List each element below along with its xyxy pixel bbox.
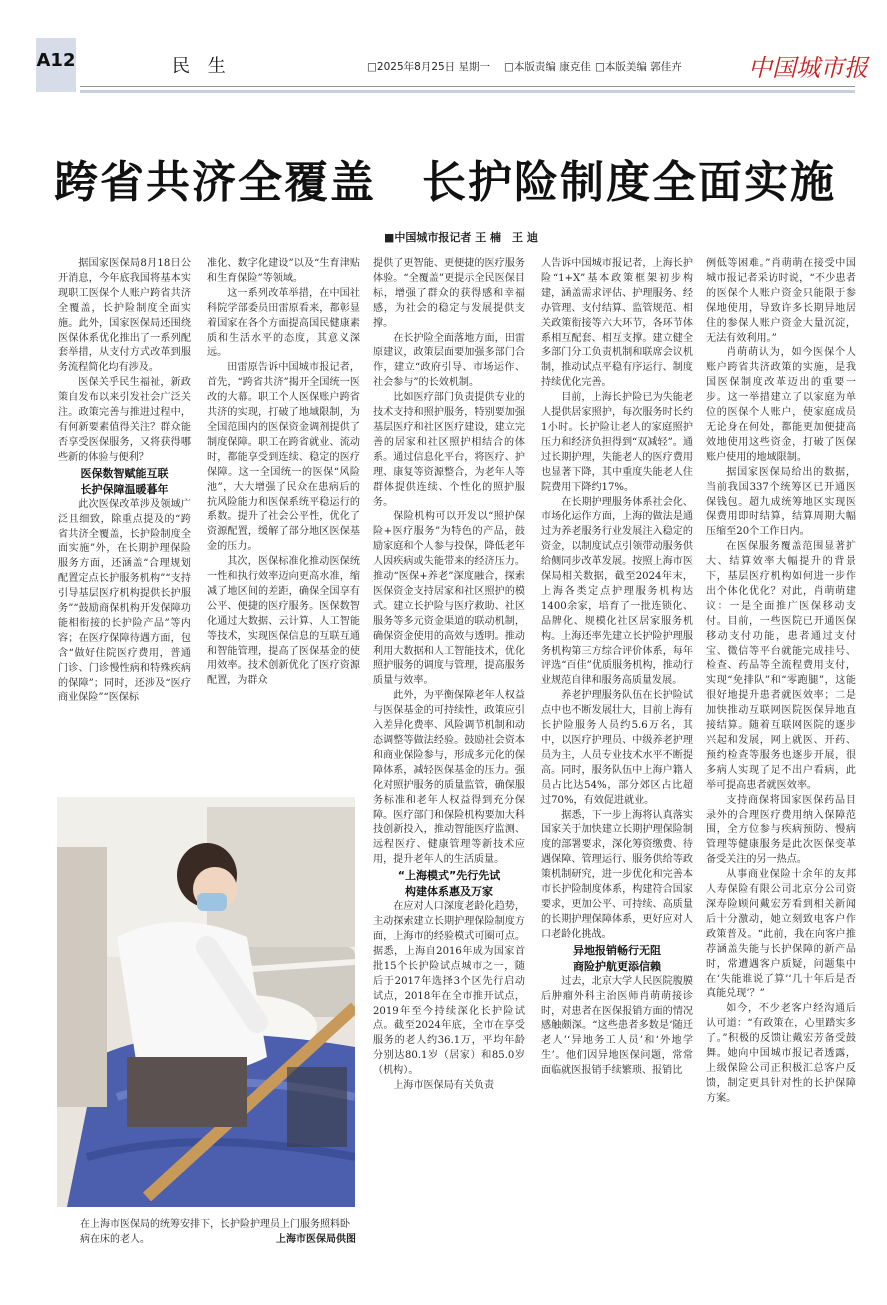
article-column-4: [541, 257, 693, 1079]
paragraph: 在医保服务覆盖范围显著扩大、结算效率大幅提升的背景下，基层医疗机构如何进一步作出个体化优化？对此，肖萌萌建议：一是全面推广医保移动支付。目前，一些医院已开通医保移动支付功能，患者通过支付宝、微信等平台就能完成挂号、检查、药品等全流程费用支付，实现“免排队”和“零跑腿”，这能很好地提升患者就医效率；二是加快推动互联网医院医保异地直接结算。随着互联网医院的逐步兴起和发展，网上就医、开药、预约检查等服务也逐步开展，很多病人实现了足不出户看病，此举可提高患者就医效率。: [706, 541, 856, 791]
paragraph: 从事商业保险十余年的友邦人寿保险有限公司北京分公司资深寿险顾问戴宏芳看到相关新闻后十分激动，她立刻致电客户作政策普及。“此前，我在向客户推荐涵盖失能与长护保障的新产品时，常遭遇客户质疑，问题集中在‘失能谁说了算’‘几十年后是否真能兑现’？”: [706, 869, 856, 1000]
subheading: 异地报销畅行无阻 商险护航更添信赖: [573, 943, 661, 973]
paragraph: 目前，上海长护险已为失能老人提供居家照护，每次服务时长约1小时。长护险让老人的家庭照护压力和经济负担得到“双减轻”。通过长期护理，失能老人的医疗费用也显著下降，其中重度失能老人住院费用下降约17%。: [541, 392, 693, 493]
header-band: [80, 90, 855, 93]
paragraph: 据国家医保局8月18日公开消息，今年底我国将基本实现职工医保个人账户跨省共济全覆盖，长护险制度全面实施。此外，国家医保局还围绕医保体系优化推出了一系列配套举措，从支付方式改革到服务流程简化均有涉及。: [58, 258, 191, 374]
section-name: 民 生: [172, 56, 232, 77]
news-photo: [57, 797, 355, 1207]
paragraph: 比如医疗部门负责提供专业的技术支持和照护服务，特别要加强基层医疗和社区医疗建设，建立完善的居家和社区照护相结合的体系。通过信息化平台，将医疗、护理、康复等资源整合，为老年人等群体提供连续、个性化的照护服务。: [373, 392, 525, 508]
paragraph: 保险机构可以开发以“照护保险+医疗服务”为特色的产品，鼓励家庭和个人参与投保，降低老年人因疾病或失能带来的经济压力。推动“医保+养老”深度融合，探索医保资金支持居家和社区照护的模式。建立长护险与医疗救助、社区服务等多元资金渠道的联动机制，确保资金使用的高效与透明。推动利用大数据和人工智能技术，优化照护服务的调度与管理，提高服务质量与效率。: [373, 511, 525, 687]
paragraph: 在长护险全面落地方面，田雷原建议，政策层面要加强多部门合作，建立“政府引导、市场运作、社会参与”的长效机制。: [373, 332, 525, 389]
subheading: 医保数智赋能互联 长护保障温暖暮年: [80, 466, 169, 496]
paragraph: 在应对人口深度老龄化趋势，主动探索建立长期护理保险制度方面，上海市的经验模式可圈可点。据悉，上海自2016年成为国家首批15个长护险试点城市之一，随后于2017年选择3个区先行启动试点，2018年在全市推开试点，2019年至今持续深化长护险试点。截至2024年底，全市在享受服务的老人约36.1万，平均年龄分别达80.1岁（居家）和85.0岁（机构）。: [373, 901, 525, 1077]
header-rule: [80, 86, 855, 87]
designer-credit: □本版美编 郭佳卉: [595, 61, 682, 73]
newspaper-logo: 中国城市报: [748, 54, 868, 82]
paragraph: 准化、数字化建设”以及“生育津贴和生育保险”等领域。: [207, 258, 360, 284]
paragraph: 这一系列改革举措，在中国社科院学部委员田雷原看来，都彰显着国家在各个方面提高国民健康素质和生活水平的态度，其意义深远。: [207, 287, 360, 359]
paragraph: 养老护理服务队伍在长护险试点中也不断发展壮大，目前上海有长护险服务人员约5.6万名，其中，以医疗护理员、中级养老护理员为主，人员专业技术水平不断提高。同时，服务队伍中上海户籍人员占比达54%，部分郊区占比超过70%，有效促进就业。: [541, 690, 693, 806]
photo-credit: 上海市医保局供图: [276, 1234, 356, 1245]
paragraph: 医保关乎民生福祉，新政策自发布以来引发社会广泛关注。政策完善与推进过程中，有何新要素值得关注？群众能否享受医保服务，又将获得哪些新的体验与便利？: [58, 377, 191, 463]
paragraph: 提供了更智能、更便捷的医疗服务体验。“全覆盖”更提示全民医保目标，增强了群众的获得感和幸福感，为社会的稳定与发展提供支撑。: [373, 258, 525, 329]
paragraph: 肖萌萌认为，如今医保个人账户跨省共济政策的实施，是我国医保制度改革迈出的重要一步。这一举措建立了以家庭为单位的医保个人账户，使家庭成员无论身在何处，都能更加便捷高效地使用这些资金，打破了医保账户使用的地域限制。: [706, 347, 856, 463]
paragraph: 过去，北京大学人民医院腹膜后肿瘤外科主治医师肖萌萌接诊时，对患者在医保报销方面的情况感触颇深。“这些患者多数是‘随迁老人’‘异地务工人员’和‘外地学生’。他们因异地医保问题，常常面临就医报销手续繁琐、报销比: [541, 975, 693, 1077]
article-column-5: [706, 257, 856, 1107]
paragraph: 人告诉中国城市报记者，上海长护险“1+X”基本政策框架初步构建，涵盖需求评估、护理服务、经办管理、支付结算、监管规范、相关政策衔接等六大环节，各环节体系相互配套、相互支撑。建立健全多部门分工负责机制和联席会议机制，推动试点平稳有序运行、制度持续优化完善。: [541, 258, 693, 389]
paragraph: 此外，为平衡保障老年人权益与医保基金的可持续性，政策应引入差异化费率、风险调节机制和动态调整等做法经验。鼓励社会资本和商业保险参与，形成多元化的保障体系，减轻医保基金的压力。强化对照护服务的质量监管，确保服务标准和老年人权益得到充分保障。医疗部门和保险机构要加大科技创新投入，推动智能医疗监测、远程医疗、健康管理等新技术应用，提升老年人的生活质量。: [373, 690, 525, 866]
headline: 跨省共济全覆盖 长护险制度全面实施: [54, 157, 836, 208]
article-column-1: [58, 257, 191, 706]
photo-caption: [80, 1217, 356, 1247]
byline: ■中国城市报记者 王 楠 王 迪: [384, 231, 538, 244]
caption-text: 在上海市医保局的统筹安排下，长护险护理员上门服务照料卧病在床的老人。: [80, 1219, 350, 1245]
article-column-2: [207, 257, 360, 689]
editor-credit: □本版责编 康克佳: [504, 61, 591, 73]
paragraph: 田雷原告诉中国城市报记者，首先，“跨省共济”揭开全国统一医改的大幕。职工个人医保账户跨省共济的实现，打破了地域限制，为全国范围内的医保资金调剂提供了制度保障。职工在跨省就业、流动时，都能享受到连续、稳定的医疗保障。这一全国统一的医保“风险池”，大大增强了民众在患病后的抗风险能力和医保系统平稳运行的系数。提升了社会公平性，优化了资源配置，缓解了部分地区医保基金的压力。: [207, 362, 360, 553]
paragraph: 据国家医保局给出的数据，当前我国337个统筹区已开通医保钱包。超九成统筹地区实现医保费用即时结算，结算周期大幅压缩至20个工作日内。: [706, 466, 856, 538]
paragraph: 在长期护理服务体系社会化、市场化运作方面，上海的做法是通过为养老服务行业发展注入稳定的资金，以制度试点引领带动服务供给侧同步改革发展。按照上海市医保局相关数据，截至2024年末，上海各类定点护理服务机构达1400余家，培育了一批连锁化、品牌化、规模化社区居家服务机构。上海还率先建立长护险护理服务机构第三方综合评价体系，每年评选“百佳”优质服务机构，推动行业规范自律和服务高质量发展。: [541, 496, 693, 687]
paragraph: 其次，医保标准化推动医保统一性和执行效率迈向更高水准，缩减了地区间的差距，确保全国享有公平、便捷的医疗服务。医保数智化通过大数据、云计算、人工智能等技术，实现医保信息的互联互通和智能管理，提高了医保基金的使用效率。技术创新优化了医疗资源配置，为群众: [207, 556, 360, 687]
paragraph: 如今，不少老客户经沟通后认可道：“有政策在，心里踏实多了。”积极的反馈让戴宏芳备受鼓舞。她向中国城市报记者透露，上级保险公司正积极汇总客户反馈，制定更具针对性的长护保障方案。: [706, 1003, 856, 1104]
issue-date: □2025年8月25日 星期一: [367, 61, 491, 73]
paragraph: 支持商保将国家医保药品目录外的合理医疗费用纳入保障范围，全方位参与疾病预防、慢病管理等健康服务是此次医保变革备受关注的另一热点。: [706, 794, 856, 866]
article-column-3: [373, 257, 525, 1094]
paragraph: 例低等困难。”肖萌萌在接受中国城市报记者采访时说，“不少患者的医保个人账户资金只能限于参保地使用，导致许多长期异地居住的参保人账户资金大量沉淀，无法有效利用。”: [706, 258, 856, 344]
page-number: A12: [36, 50, 76, 71]
paragraph: 此次医保改革涉及领域广泛且细致，除重点提及的“跨省共济全覆盖，长护险制度全面实施”外，在长期护理保险服务方面，还涵盖“合理规划配置定点长护服务机构”“支持引导基层医疗机构提供长护服务”“鼓励商保机构开发保障功能相衔接的长护险产品”等内容；在医疗保障待遇方面，包含“做好住院医疗费用，普通门诊、门诊慢性病和特殊疾病的保障”；同时，还涉及“医疗商业保险”“医保标: [58, 498, 191, 704]
subheading: “上海模式”先行先试 构建体系惠及万家: [397, 869, 501, 899]
paragraph: 上海市医保局有关负责: [393, 1080, 495, 1092]
caregiver-photo-illustration: [57, 797, 355, 1207]
paragraph: 据悉，下一步上海将认真落实国家关于加快建立长期护理保险制度的部署要求，深化筹资缴费、待遇保障、管理运行、服务供给等政策机制研究，进一步优化和完善本市长护险制度体系，构建符合国家要求，更加公平、可持续、高质量的长期护理保障体系，更好应对人口老龄化挑战。: [541, 809, 693, 940]
